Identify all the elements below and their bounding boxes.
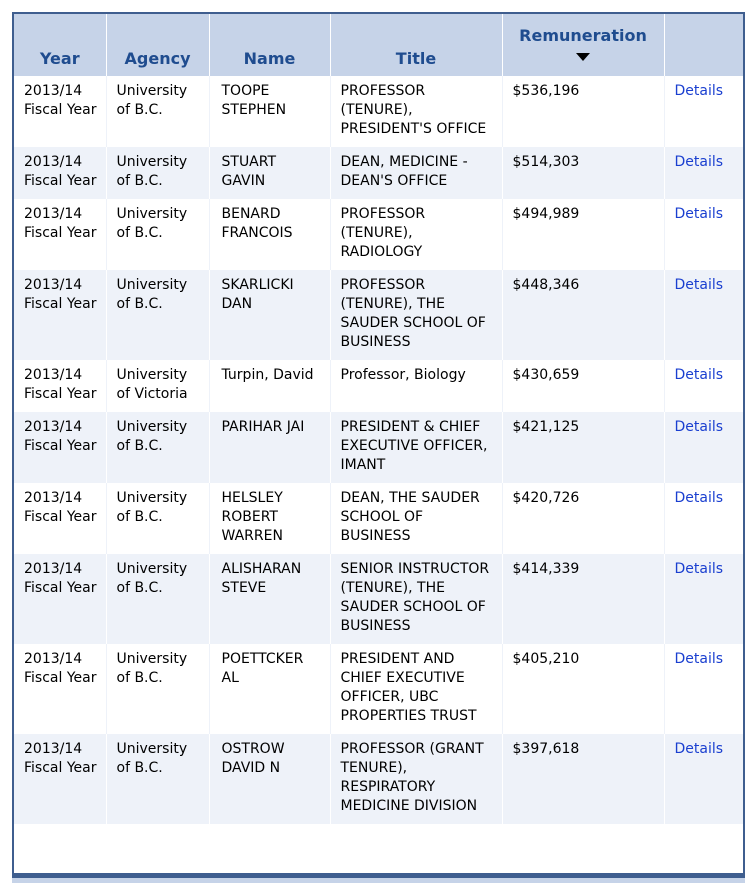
- remuneration-cell: $514,303: [502, 147, 664, 199]
- remuneration-cell: $448,346: [502, 270, 664, 360]
- agency-cell: University of B.C.: [106, 554, 209, 644]
- column-header-title[interactable]: Title: [330, 14, 502, 76]
- column-header-name[interactable]: Name: [209, 14, 330, 76]
- agency-cell: University of Victoria: [106, 360, 209, 412]
- agency-cell: University of B.C.: [106, 412, 209, 483]
- remuneration-cell: $494,989: [502, 199, 664, 270]
- table-row: [14, 199, 743, 270]
- details-link[interactable]: Details: [674, 83, 724, 99]
- title-cell: DEAN, MEDICINE - DEAN'S OFFICE: [330, 147, 502, 199]
- column-header-details: [664, 14, 743, 76]
- remuneration-cell: $397,618: [502, 734, 664, 824]
- remuneration-cell: $405,210: [502, 644, 664, 734]
- title-cell: PRESIDENT & CHIEF EXECUTIVE OFFICER, IMANT: [330, 412, 502, 483]
- name-cell: OSTROW DAVID N: [209, 734, 330, 824]
- details-link[interactable]: Details: [674, 277, 724, 293]
- table-row: [14, 76, 743, 147]
- year-cell: 2013/14 Fiscal Year: [14, 199, 106, 270]
- year-cell: 2013/14 Fiscal Year: [14, 483, 106, 554]
- agency-cell: University of B.C.: [106, 270, 209, 360]
- agency-cell: University of B.C.: [106, 734, 209, 824]
- table-row: [14, 270, 743, 360]
- title-cell: PRESIDENT AND CHIEF EXECUTIVE OFFICER, UBC PROPERTIES TRUST: [330, 644, 502, 734]
- name-cell: BENARD FRANCOIS: [209, 199, 330, 270]
- remuneration-cell: $420,726: [502, 483, 664, 554]
- name-cell: POETTCKER AL: [209, 644, 330, 734]
- details-cell: [664, 360, 743, 412]
- table-row: [14, 644, 743, 734]
- details-link[interactable]: Details: [674, 490, 724, 506]
- details-cell: [664, 483, 743, 554]
- year-cell: 2013/14 Fiscal Year: [14, 360, 106, 412]
- title-cell: PROFESSOR (TENURE), RADIOLOGY: [330, 199, 502, 270]
- table-row: [14, 554, 743, 644]
- remuneration-cell: $421,125: [502, 412, 664, 483]
- salary-table: [14, 14, 744, 824]
- table-row: [14, 360, 743, 412]
- name-cell: HELSLEY ROBERT WARREN: [209, 483, 330, 554]
- name-cell: Turpin, David: [209, 360, 330, 412]
- table-row: [14, 412, 743, 483]
- details-cell: [664, 199, 743, 270]
- remuneration-cell: $536,196: [502, 76, 664, 147]
- year-cell: 2013/14 Fiscal Year: [14, 644, 106, 734]
- agency-cell: University of B.C.: [106, 76, 209, 147]
- details-cell: [664, 644, 743, 734]
- title-cell: PROFESSOR (GRANT TENURE), RESPIRATORY MEDICINE DIVISION: [330, 734, 502, 824]
- remuneration-cell: $430,659: [502, 360, 664, 412]
- table-footer-bar-inner: [12, 878, 745, 883]
- table-row: [14, 147, 743, 199]
- details-link[interactable]: Details: [674, 154, 724, 170]
- column-header-year[interactable]: Year: [14, 14, 106, 76]
- agency-cell: University of B.C.: [106, 199, 209, 270]
- table-row: [14, 483, 743, 554]
- year-cell: 2013/14 Fiscal Year: [14, 412, 106, 483]
- agency-cell: University of B.C.: [106, 147, 209, 199]
- name-cell: PARIHAR JAI: [209, 412, 330, 483]
- title-cell: PROFESSOR (TENURE), PRESIDENT'S OFFICE: [330, 76, 502, 147]
- details-link[interactable]: Details: [674, 367, 724, 383]
- sort-descending-arrow-icon[interactable]: [576, 53, 590, 61]
- name-cell: TOOPE STEPHEN: [209, 76, 330, 147]
- details-link[interactable]: Details: [674, 419, 724, 435]
- details-cell: [664, 554, 743, 644]
- details-link[interactable]: Details: [674, 206, 724, 222]
- details-cell: [664, 147, 743, 199]
- year-cell: 2013/14 Fiscal Year: [14, 734, 106, 824]
- column-header-remuneration-label: Remuneration: [519, 26, 647, 45]
- title-cell: PROFESSOR (TENURE), THE SAUDER SCHOOL OF BUSINESS: [330, 270, 502, 360]
- name-cell: STUART GAVIN: [209, 147, 330, 199]
- year-cell: 2013/14 Fiscal Year: [14, 270, 106, 360]
- title-cell: Professor, Biology: [330, 360, 502, 412]
- salary-table-container: [12, 12, 745, 883]
- details-cell: [664, 412, 743, 483]
- table-body: [14, 76, 743, 824]
- year-cell: 2013/14 Fiscal Year: [14, 76, 106, 147]
- remuneration-cell: $414,339: [502, 554, 664, 644]
- column-header-remuneration[interactable]: [502, 14, 664, 76]
- table-row: [14, 734, 743, 824]
- title-cell: SENIOR INSTRUCTOR (TENURE), THE SAUDER SCHOOL OF BUSINESS: [330, 554, 502, 644]
- name-cell: ALISHARAN STEVE: [209, 554, 330, 644]
- details-cell: [664, 734, 743, 824]
- agency-cell: University of B.C.: [106, 483, 209, 554]
- details-link[interactable]: Details: [674, 651, 724, 667]
- details-link[interactable]: Details: [674, 741, 724, 757]
- details-cell: [664, 76, 743, 147]
- column-header-agency[interactable]: Agency: [106, 14, 209, 76]
- year-cell: 2013/14 Fiscal Year: [14, 554, 106, 644]
- year-cell: 2013/14 Fiscal Year: [14, 147, 106, 199]
- title-cell: DEAN, THE SAUDER SCHOOL OF BUSINESS: [330, 483, 502, 554]
- name-cell: SKARLICKI DAN: [209, 270, 330, 360]
- details-cell: [664, 270, 743, 360]
- agency-cell: University of B.C.: [106, 644, 209, 734]
- table-header-row: [14, 14, 743, 76]
- details-link[interactable]: Details: [674, 561, 724, 577]
